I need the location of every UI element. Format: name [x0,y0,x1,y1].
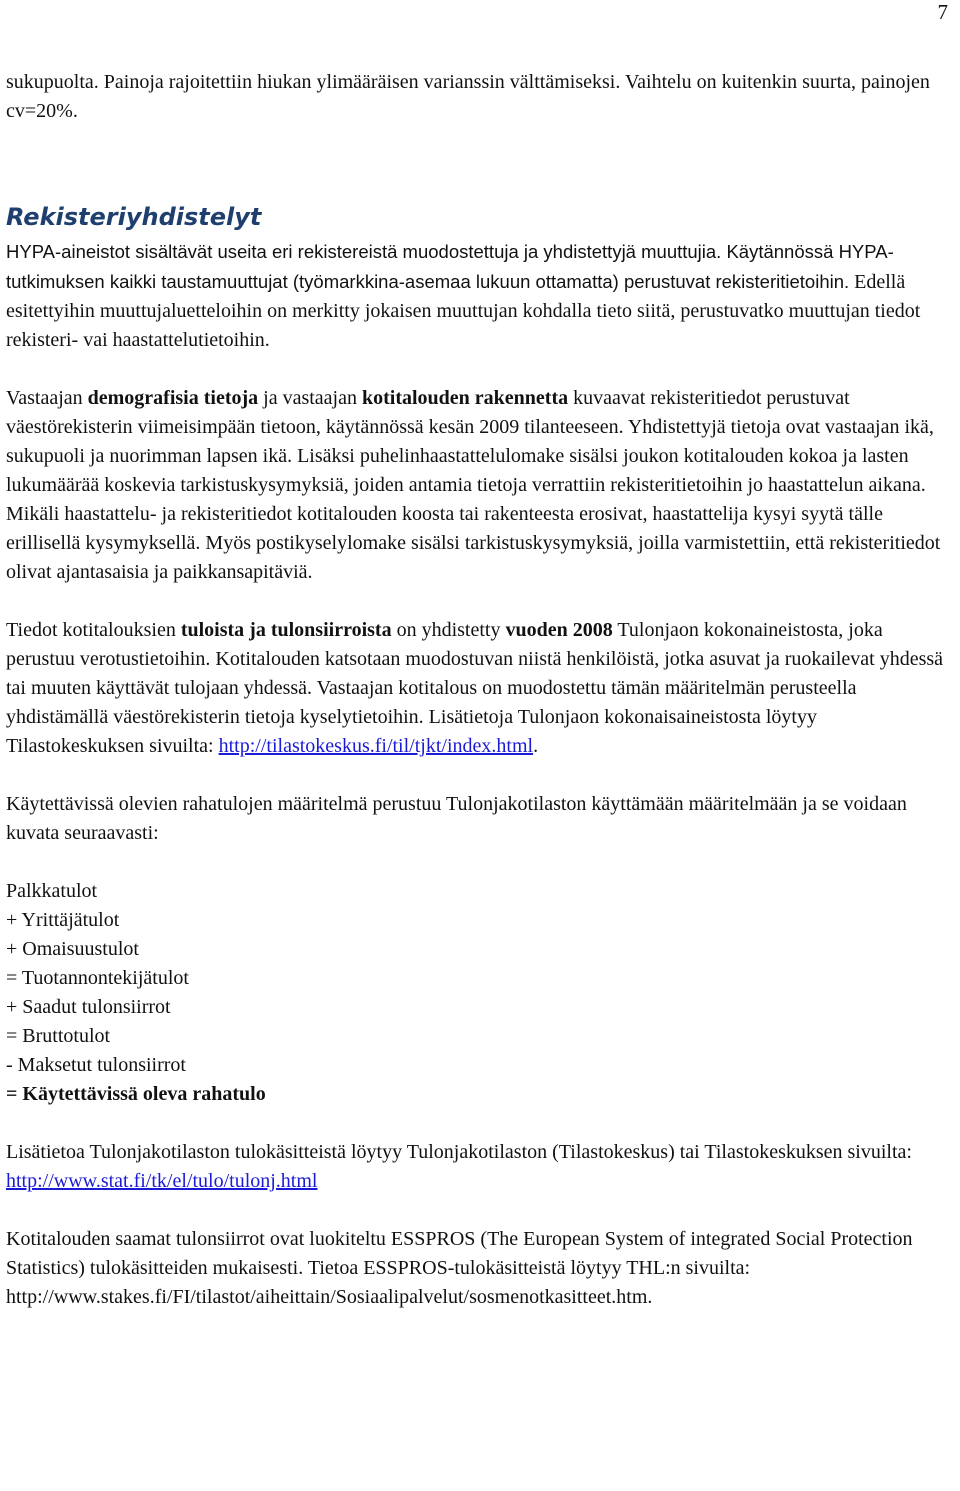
formula-line: = Bruttotulot [6,1025,111,1047]
income-formula [6,877,952,1109]
text-run: Tiedot kotitalouksien [6,619,181,641]
section-heading: Rekisteriyhdistelyt [6,203,262,231]
text-run: . [533,735,539,757]
text-run: ja vastaajan [258,387,362,409]
text-run: on yhdistetty [391,619,506,641]
text-run: kuvaavat rekisteritiedot perustuvat väestörekisterin viimeisimpään tietoon, käytännössä kesän 2009 tilanteeseen. Yhdistettyjä tietoja ovat vastaajan ikä, sukupuoli ja nuorimman lapsen ikä. Lisäksi puhelinhaastattelulomake sisälsi joukon kotitalouden kokoa ja lasten lukumäärää koskevia tarkistuskysymyksiä, joiden antamia tietoja verrattiin rekisteritietoihin jo haastattelun aikana. Mikäli haastattelu- ja rekisteritiedot kotitalouden koosta tai rakenteesta erosivat, haastattelija kysyi syytä tälle erillisellä kysymyksellä. Myös postikyselylomake sisälsi tarkistuskysymyksiä, joilla varmistettiin, että rekisteritiedot olivat ajantasaisia ja paikkansapitäviä. [6,387,941,583]
document-body [6,68,952,1312]
text-run: Lisätietoa Tulonjakotilaston tulokäsitteistä löytyy Tulonjakotilaston (Tilastokeskus) tai Tilastokeskuksen sivuilta: [6,1141,912,1163]
more-info-paragraph [6,1138,952,1196]
bold-term-year: vuoden 2008 [505,619,613,641]
text-run: Vastaajan [6,387,88,409]
text-run: Tulonjaon kokonaineistosta, joka perustuu verotustietoihin. Kotitalouden katsotaan muodostuvan niistä henkilöistä, jotka asuvat ja ruokailevat yhdessä tai muuten käyttävät tulojaan yhdessä. Vastaajan kotitalous on muodostettu tämän määritelmän perusteella yhdistämällä väestörekisterin tietoja kyselytietoihin. Lisätietoja Tulonjaon kokonaisaineistosta löytyy Tilastokeskuksen sivuilta: [6,619,944,757]
formula-line: - Maksetut tulonsiirrot [6,1054,186,1076]
register-paragraph-sans-text: HYPA-aineistot sisältävät useita eri rekistereistä muodostettuja ja yhdistettyjä muuttujia. Käytännössä HYPA-tutkimuksen kaikki taustamuuttujat (työmarkkina-asemaa lukuun ottamatta) perustuvat rekisteritietoihin. [6,241,894,292]
esspros-paragraph: Kotitalouden saamat tulonsiirrot ovat luokiteltu ESSPROS (The European System of integrated Social Protection Statistics) tulokäsitteiden mukaisesti. Tietoa ESSPROS-tulokäsitteistä löytyy THL:n sivuilta: http://www.stakes.fi/FI/tilastot/aiheittain/Sosiaalipalvelut/sosmenotkasitteet.htm. [6,1228,913,1308]
formula-result-text: = Käytettävissä oleva rahatulo [6,1083,266,1105]
formula-line: Palkkatulot [6,880,98,902]
demographics-paragraph [6,384,952,587]
formula-result [6,1080,952,1109]
formula-line: + Yrittäjätulot [6,909,120,931]
register-paragraph-serif-text: Edellä esitettyihin muuttujaluetteloihin on merkitty jokaisen muuttujan kohdalla tieto siitä, perustuvatko muuttujan tiedot rekisteri- vai haastattelutietoihin. [6,271,921,351]
formula-line: = Tuotannontekijätulot [6,967,189,989]
income-paragraph [6,616,952,761]
bold-term-household-structure: kotitalouden rakennetta [362,387,569,409]
formula-line: + Saadut tulonsiirrot [6,996,171,1018]
tilastokeskus-tjkt-link[interactable]: http://tilastokeskus.fi/til/tjkt/index.html [218,735,534,757]
intro-paragraph: sukupuolta. Painoja rajoitettiin hiukan ylimääräisen varianssin välttämiseksi. Vaihtelu on kuitenkin suurta, painojen cv=20%. [6,71,930,122]
register-paragraph [6,237,952,355]
stat-fi-tulonj-link[interactable]: http://www.stat.fi/tk/el/tulo/tulonj.html [6,1170,318,1192]
bold-term-income: tuloista ja tulonsiirroista [180,619,392,641]
bold-term-demographics: demografisia tietoja [87,387,259,409]
definition-paragraph: Käytettävissä olevien rahatulojen määritelmä perustuu Tulonjakotilaston käyttämään määritelmään ja se voidaan kuvata seuraavasti: [6,793,907,844]
page-number: 7 [937,0,948,24]
formula-line: + Omaisuustulot [6,938,139,960]
